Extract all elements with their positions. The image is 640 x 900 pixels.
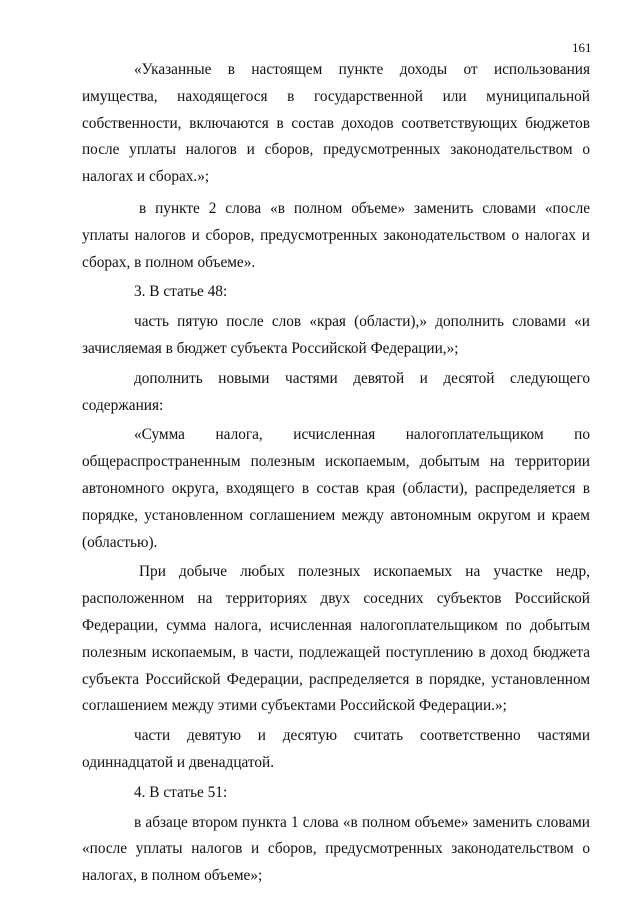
paragraph: При добыче любых полезных ископаемых на участке недр, расположенном на территориях двух соседних субъектов Российской Федерации, сумма налога, исчисленная налогоплательщиком по добытым полезным ископаемым, в части, подлежащей поступлению в доход бюджета субъекта Российской Федерации, распределяется в порядке, установленном соглашением между этими субъектами Российской Федерации.»; [82,563,590,715]
section-heading: 3. В статье 48: [134,283,228,301]
paragraph: в абзаце втором пункта 1 слова «в полном объеме» заменить словами «после уплаты налогов и сборов, предусмотренных законодательством о налогах, в полном объеме»; [82,813,590,885]
page-number: 161 [572,40,592,55]
paragraph: «Указанные в настоящем пункте доходы от использования имущества, находящегося в государственной или муниципальной собственности, включаются в состав доходов соответствующих бюджетов после уплаты налогов и сборов, предусмотренных законодательством о налогах и сборах.»; [82,61,590,186]
paragraph: части девятую и десятую считать соответственно частями одиннадцатой и двенадцатой. [82,727,590,771]
paragraph: дополнить новыми частями девятой и десятой следующего содержания: [82,369,590,414]
section-heading: 4. В статье 51: [134,783,228,801]
document-body [82,57,590,890]
paragraph: в пункте 2 слова «в полном объеме» заменить словами «после уплаты налогов и сборов, предусмотренных законодательством о налогах и сборах, в полном объеме». [82,199,590,271]
paragraph: «Сумма налога, исчисленная налогоплательщиком по общераспространенным полезным ископаемым, добытым на территории автономного округа, входящего в состав края (области), распределяется в порядке, установленном соглашением между автономным округом и краем (областью). [82,426,590,551]
paragraph: часть пятую после слов «края (области),» дополнить словами «и зачисляемая в бюджет субъекта Российской Федерации,»; [82,313,590,357]
